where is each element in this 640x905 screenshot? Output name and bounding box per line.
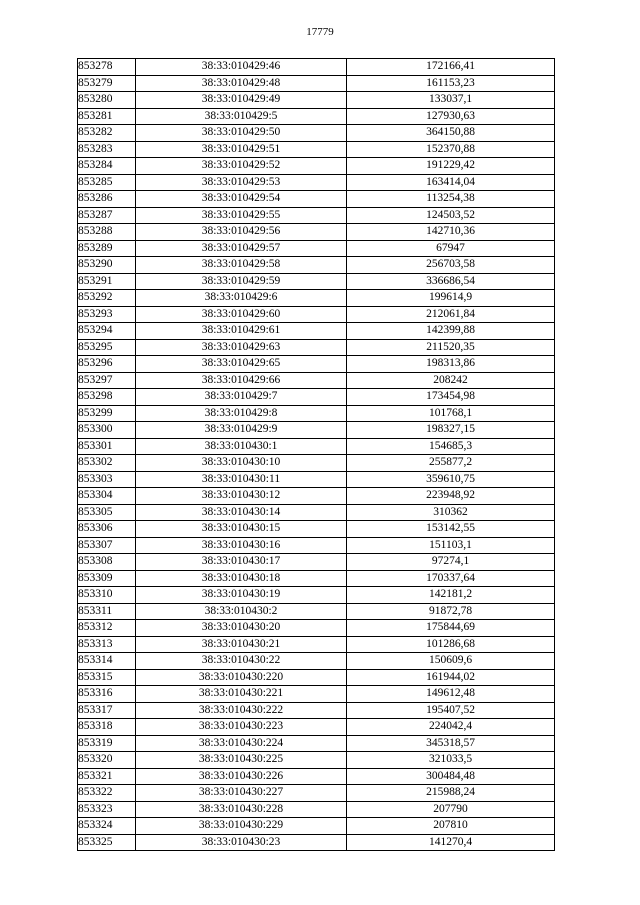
cadastral-number-cell: 38:33:010429:46 <box>136 59 347 76</box>
row-number-cell: 853309 <box>78 570 136 587</box>
table-row <box>78 422 555 439</box>
row-number-cell: 853307 <box>78 537 136 554</box>
row-number-cell: 853324 <box>78 818 136 835</box>
table-row <box>78 323 555 340</box>
table-row <box>78 587 555 604</box>
row-number-cell: 853286 <box>78 191 136 208</box>
table-row <box>78 339 555 356</box>
row-number-cell: 853300 <box>78 422 136 439</box>
value-cell: 195407,52 <box>347 702 555 719</box>
cadastral-number-cell: 38:33:010429:57 <box>136 240 347 257</box>
value-cell: 224042,4 <box>347 719 555 736</box>
cadastral-number-cell: 38:33:010430:23 <box>136 834 347 851</box>
value-cell: 154685,3 <box>347 438 555 455</box>
table-row <box>78 834 555 851</box>
table-row <box>78 125 555 142</box>
cadastral-number-cell: 38:33:010429:63 <box>136 339 347 356</box>
row-number-cell: 853315 <box>78 669 136 686</box>
cadastral-number-cell: 38:33:010430:22 <box>136 653 347 670</box>
value-cell: 175844,69 <box>347 620 555 637</box>
table-row <box>78 207 555 224</box>
value-cell: 150609,6 <box>347 653 555 670</box>
row-number-cell: 853301 <box>78 438 136 455</box>
cadastral-number-cell: 38:33:010430:225 <box>136 752 347 769</box>
value-cell: 336686,54 <box>347 273 555 290</box>
row-number-cell: 853319 <box>78 735 136 752</box>
row-number-cell: 853313 <box>78 636 136 653</box>
cadastral-number-cell: 38:33:010430:12 <box>136 488 347 505</box>
value-cell: 151103,1 <box>347 537 555 554</box>
table-row <box>78 686 555 703</box>
table-row <box>78 224 555 241</box>
row-number-cell: 853316 <box>78 686 136 703</box>
row-number-cell: 853323 <box>78 801 136 818</box>
cadastral-number-cell: 38:33:010430:221 <box>136 686 347 703</box>
cadastral-number-cell: 38:33:010429:5 <box>136 108 347 125</box>
value-cell: 321033,5 <box>347 752 555 769</box>
cadastral-number-cell: 38:33:010430:11 <box>136 471 347 488</box>
value-cell: 359610,75 <box>347 471 555 488</box>
cadastral-number-cell: 38:33:010429:60 <box>136 306 347 323</box>
value-cell: 199614,9 <box>347 290 555 307</box>
table-body <box>78 59 555 851</box>
table-row <box>78 702 555 719</box>
table-row <box>78 92 555 109</box>
value-cell: 97274,1 <box>347 554 555 571</box>
row-number-cell: 853322 <box>78 785 136 802</box>
cadastral-number-cell: 38:33:010430:16 <box>136 537 347 554</box>
table-row <box>78 174 555 191</box>
value-cell: 310362 <box>347 504 555 521</box>
cadastral-number-cell: 38:33:010430:21 <box>136 636 347 653</box>
row-number-cell: 853279 <box>78 75 136 92</box>
cadastral-number-cell: 38:33:010429:66 <box>136 372 347 389</box>
row-number-cell: 853314 <box>78 653 136 670</box>
cadastral-number-cell: 38:33:010430:1 <box>136 438 347 455</box>
value-cell: 215988,24 <box>347 785 555 802</box>
value-cell: 191229,42 <box>347 158 555 175</box>
row-number-cell: 853287 <box>78 207 136 224</box>
value-cell: 364150,88 <box>347 125 555 142</box>
table-row <box>78 257 555 274</box>
table-row <box>78 405 555 422</box>
cadastral-number-cell: 38:33:010430:220 <box>136 669 347 686</box>
value-cell: 142181,2 <box>347 587 555 604</box>
table-row <box>78 785 555 802</box>
value-cell: 91872,78 <box>347 603 555 620</box>
cadastral-number-cell: 38:33:010429:65 <box>136 356 347 373</box>
cadastral-number-cell: 38:33:010429:59 <box>136 273 347 290</box>
table-row <box>78 389 555 406</box>
row-number-cell: 853278 <box>78 59 136 76</box>
row-number-cell: 853317 <box>78 702 136 719</box>
row-number-cell: 853318 <box>78 719 136 736</box>
table-row <box>78 636 555 653</box>
table-row <box>78 735 555 752</box>
value-cell: 127930,63 <box>347 108 555 125</box>
value-cell: 256703,58 <box>347 257 555 274</box>
cadastral-number-cell: 38:33:010429:54 <box>136 191 347 208</box>
cadastral-number-cell: 38:33:010429:53 <box>136 174 347 191</box>
table-row <box>78 471 555 488</box>
cadastral-number-cell: 38:33:010430:228 <box>136 801 347 818</box>
row-number-cell: 853321 <box>78 768 136 785</box>
value-cell: 142399,88 <box>347 323 555 340</box>
value-cell: 101286,68 <box>347 636 555 653</box>
value-cell: 207810 <box>347 818 555 835</box>
row-number-cell: 853299 <box>78 405 136 422</box>
row-number-cell: 853306 <box>78 521 136 538</box>
cadastral-number-cell: 38:33:010430:10 <box>136 455 347 472</box>
table-row <box>78 240 555 257</box>
value-cell: 67947 <box>347 240 555 257</box>
table-row <box>78 191 555 208</box>
cadastral-number-cell: 38:33:010430:224 <box>136 735 347 752</box>
row-number-cell: 853311 <box>78 603 136 620</box>
value-cell: 142710,36 <box>347 224 555 241</box>
table-row <box>78 537 555 554</box>
table-row <box>78 59 555 76</box>
table-row <box>78 653 555 670</box>
page-number: 17779 <box>306 26 334 38</box>
table-row <box>78 306 555 323</box>
row-number-cell: 853308 <box>78 554 136 571</box>
cadastral-number-cell: 38:33:010430:229 <box>136 818 347 835</box>
table-row <box>78 455 555 472</box>
value-cell: 208242 <box>347 372 555 389</box>
row-number-cell: 853305 <box>78 504 136 521</box>
cadastral-number-cell: 38:33:010430:223 <box>136 719 347 736</box>
table-row <box>78 801 555 818</box>
cadastral-number-cell: 38:33:010430:20 <box>136 620 347 637</box>
row-number-cell: 853282 <box>78 125 136 142</box>
value-cell: 161153,23 <box>347 75 555 92</box>
value-cell: 198327,15 <box>347 422 555 439</box>
value-cell: 345318,57 <box>347 735 555 752</box>
cadastral-number-cell: 38:33:010430:19 <box>136 587 347 604</box>
cadastral-number-cell: 38:33:010429:6 <box>136 290 347 307</box>
row-number-cell: 853320 <box>78 752 136 769</box>
cadastral-number-cell: 38:33:010429:51 <box>136 141 347 158</box>
table-row <box>78 521 555 538</box>
value-cell: 149612,48 <box>347 686 555 703</box>
row-number-cell: 853288 <box>78 224 136 241</box>
row-number-cell: 853283 <box>78 141 136 158</box>
row-number-cell: 853291 <box>78 273 136 290</box>
table-row <box>78 273 555 290</box>
table-row <box>78 669 555 686</box>
value-cell: 198313,86 <box>347 356 555 373</box>
cadastral-table <box>77 58 555 851</box>
cadastral-number-cell: 38:33:010429:55 <box>136 207 347 224</box>
table-row <box>78 356 555 373</box>
value-cell: 212061,84 <box>347 306 555 323</box>
row-number-cell: 853285 <box>78 174 136 191</box>
table-row <box>78 719 555 736</box>
table-row <box>78 438 555 455</box>
cadastral-number-cell: 38:33:010430:17 <box>136 554 347 571</box>
value-cell: 211520,35 <box>347 339 555 356</box>
value-cell: 223948,92 <box>347 488 555 505</box>
row-number-cell: 853293 <box>78 306 136 323</box>
value-cell: 113254,38 <box>347 191 555 208</box>
row-number-cell: 853290 <box>78 257 136 274</box>
cadastral-number-cell: 38:33:010429:49 <box>136 92 347 109</box>
row-number-cell: 853304 <box>78 488 136 505</box>
table-row <box>78 158 555 175</box>
cadastral-number-cell: 38:33:010430:227 <box>136 785 347 802</box>
row-number-cell: 853298 <box>78 389 136 406</box>
row-number-cell: 853284 <box>78 158 136 175</box>
row-number-cell: 853312 <box>78 620 136 637</box>
cadastral-number-cell: 38:33:010429:7 <box>136 389 347 406</box>
cadastral-number-cell: 38:33:010429:48 <box>136 75 347 92</box>
value-cell: 300484,48 <box>347 768 555 785</box>
cadastral-number-cell: 38:33:010429:9 <box>136 422 347 439</box>
cadastral-number-cell: 38:33:010429:52 <box>136 158 347 175</box>
value-cell: 153142,55 <box>347 521 555 538</box>
value-cell: 255877,2 <box>347 455 555 472</box>
table-row <box>78 570 555 587</box>
value-cell: 173454,98 <box>347 389 555 406</box>
value-cell: 133037,1 <box>347 92 555 109</box>
value-cell: 207790 <box>347 801 555 818</box>
table-row <box>78 620 555 637</box>
row-number-cell: 853289 <box>78 240 136 257</box>
table-row <box>78 752 555 769</box>
value-cell: 141270,4 <box>347 834 555 851</box>
cadastral-number-cell: 38:33:010429:56 <box>136 224 347 241</box>
table-row <box>78 488 555 505</box>
cadastral-number-cell: 38:33:010430:14 <box>136 504 347 521</box>
table-row <box>78 504 555 521</box>
row-number-cell: 853295 <box>78 339 136 356</box>
table-row <box>78 141 555 158</box>
cadastral-number-cell: 38:33:010430:15 <box>136 521 347 538</box>
cadastral-number-cell: 38:33:010429:61 <box>136 323 347 340</box>
value-cell: 170337,64 <box>347 570 555 587</box>
value-cell: 172166,41 <box>347 59 555 76</box>
row-number-cell: 853325 <box>78 834 136 851</box>
table-row <box>78 290 555 307</box>
row-number-cell: 853281 <box>78 108 136 125</box>
value-cell: 163414,04 <box>347 174 555 191</box>
row-number-cell: 853296 <box>78 356 136 373</box>
row-number-cell: 853294 <box>78 323 136 340</box>
cadastral-number-cell: 38:33:010429:50 <box>136 125 347 142</box>
cadastral-number-cell: 38:33:010429:58 <box>136 257 347 274</box>
value-cell: 152370,88 <box>347 141 555 158</box>
row-number-cell: 853297 <box>78 372 136 389</box>
table-row <box>78 108 555 125</box>
table-row <box>78 818 555 835</box>
cadastral-number-cell: 38:33:010430:222 <box>136 702 347 719</box>
row-number-cell: 853303 <box>78 471 136 488</box>
row-number-cell: 853302 <box>78 455 136 472</box>
table-row <box>78 372 555 389</box>
cadastral-number-cell: 38:33:010430:18 <box>136 570 347 587</box>
cadastral-number-cell: 38:33:010430:2 <box>136 603 347 620</box>
row-number-cell: 853280 <box>78 92 136 109</box>
row-number-cell: 853310 <box>78 587 136 604</box>
table-row <box>78 554 555 571</box>
value-cell: 124503,52 <box>347 207 555 224</box>
table-row <box>78 768 555 785</box>
cadastral-number-cell: 38:33:010430:226 <box>136 768 347 785</box>
value-cell: 161944,02 <box>347 669 555 686</box>
cadastral-number-cell: 38:33:010429:8 <box>136 405 347 422</box>
table-row <box>78 603 555 620</box>
value-cell: 101768,1 <box>347 405 555 422</box>
table-row <box>78 75 555 92</box>
row-number-cell: 853292 <box>78 290 136 307</box>
